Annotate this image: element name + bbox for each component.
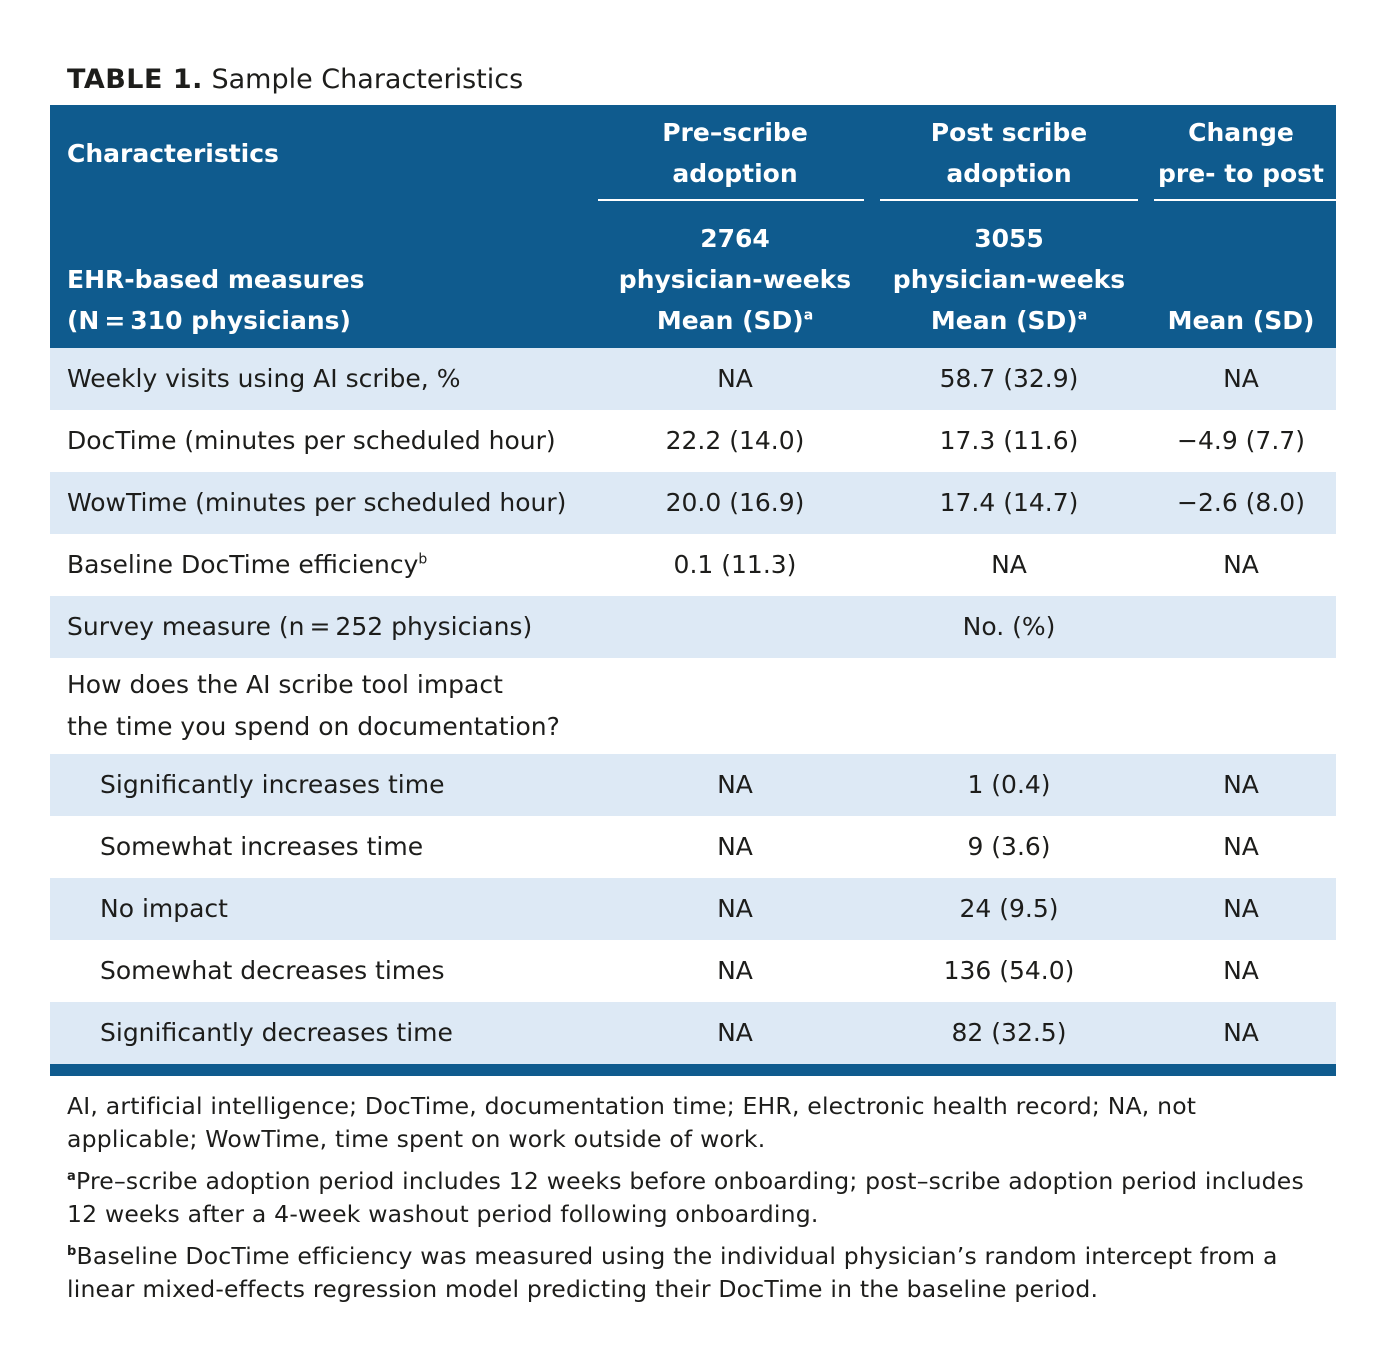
table-row <box>50 472 1336 534</box>
row-label: Somewhat decreases times <box>50 940 598 1002</box>
table-row <box>50 534 1336 596</box>
footnote-a-label: a <box>67 1169 76 1185</box>
header-pre-scribe <box>598 105 872 201</box>
header-change-stat-text: Mean (SD) <box>1167 306 1315 335</box>
footnote-a-marker: a <box>1077 307 1088 324</box>
row-label: No impact <box>50 878 598 940</box>
cell-pre: 22.2 (14.0) <box>598 410 872 472</box>
table-row <box>50 348 1336 410</box>
table-row <box>50 1002 1336 1064</box>
question-line1: How does the AI scribe tool impact <box>67 670 503 699</box>
cell-change: NA <box>1146 816 1336 878</box>
cell-pre: 20.0 (16.9) <box>598 472 872 534</box>
header-ehr-line1: EHR-based measures <box>67 265 365 294</box>
header-change-stat <box>1146 201 1336 348</box>
header-pre-line1: Pre–scribe <box>662 118 808 147</box>
cell-change: NA <box>1146 878 1336 940</box>
row-label-text: Baseline DocTime efficiency <box>67 550 419 579</box>
row-label: DocTime (minutes per scheduled hour) <box>50 410 598 472</box>
cell-change <box>1146 596 1336 658</box>
cell-pre: NA <box>598 816 872 878</box>
cell-post: 136 (54.0) <box>872 940 1146 1002</box>
header-post-weeks-unit: physician-weeks <box>892 265 1126 294</box>
table-row <box>50 940 1336 1002</box>
cell-post: 58.7 (32.9) <box>872 348 1146 410</box>
cell-change: NA <box>1146 754 1336 816</box>
cell-post: No. (%) <box>872 596 1146 658</box>
header-post-stat-text: Mean (SD) <box>930 306 1078 335</box>
header-change-line2: pre- to post <box>1158 159 1324 188</box>
cell-pre: NA <box>598 1002 872 1064</box>
survey-question-row <box>50 658 1336 754</box>
header-post-scribe <box>872 105 1146 201</box>
sample-characteristics-table <box>50 105 1336 1064</box>
cell-change: NA <box>1146 1002 1336 1064</box>
footnote-b-marker: b <box>418 551 428 568</box>
header-pre-line2: adoption <box>672 159 798 188</box>
question-label <box>50 658 598 754</box>
cell-post: 24 (9.5) <box>872 878 1146 940</box>
question-line2: the time you spend on documentation? <box>67 712 560 741</box>
footnote-b-label: b <box>67 1244 77 1260</box>
cell-change: NA <box>1146 534 1336 596</box>
footnote-a-marker: a <box>803 307 814 324</box>
footnote-a <box>67 1165 1327 1231</box>
cell-pre: 0.1 (11.3) <box>598 534 872 596</box>
row-label: Weekly visits using AI scribe, % <box>50 348 598 410</box>
footnote-b-text: Baseline DocTime efficiency was measured using the individual physician’s random intercept from a linear mixed-effects regression model predicting their DocTime in the baseline period. <box>67 1242 1278 1303</box>
table-row <box>50 754 1336 816</box>
section-label: Survey measure (n = 252 physicians) <box>50 596 598 658</box>
cell-pre: NA <box>598 878 872 940</box>
header-characteristics <box>50 105 598 201</box>
row-label: WowTime (minutes per scheduled hour) <box>50 472 598 534</box>
header-change-line1: Change <box>1188 118 1294 147</box>
table-container <box>50 105 1336 1076</box>
header-change <box>1146 105 1336 201</box>
cell-pre: NA <box>598 754 872 816</box>
cell-change: NA <box>1146 940 1336 1002</box>
footnote-abbreviations: AI, artificial intelligence; DocTime, documentation time; EHR, electronic health record; NA, not applicable; WowTime, time spent on work outside of work. <box>67 1092 1197 1153</box>
footnote-b <box>67 1240 1327 1306</box>
header-pre-stat <box>598 300 872 341</box>
header-pre-counts <box>598 201 872 348</box>
table-header <box>50 105 1336 348</box>
header-row-2 <box>50 201 1336 348</box>
table-row <box>50 410 1336 472</box>
row-label <box>50 534 598 596</box>
table-caption <box>67 60 523 100</box>
table-footnotes <box>67 1090 1327 1315</box>
cell-post: 82 (32.5) <box>872 1002 1146 1064</box>
cell-pre <box>598 596 872 658</box>
cell-pre: NA <box>598 348 872 410</box>
table-body <box>50 348 1336 1064</box>
cell-post: 17.4 (14.7) <box>872 472 1146 534</box>
header-ehr-line2: (N = 310 physicians) <box>67 306 351 335</box>
cell-post: 17.3 (11.6) <box>872 410 1146 472</box>
cell-post: NA <box>872 534 1146 596</box>
cell-change: NA <box>1146 348 1336 410</box>
header-post-stat <box>872 300 1146 341</box>
cell-change: −4.9 (7.7) <box>1146 410 1336 472</box>
cell-post: 9 (3.6) <box>872 816 1146 878</box>
cell-pre <box>598 658 872 754</box>
cell-post: 1 (0.4) <box>872 754 1146 816</box>
survey-section-row <box>50 596 1336 658</box>
header-row-1 <box>50 105 1336 201</box>
header-pre-weeks-count: 2764 <box>700 224 770 253</box>
table-row <box>50 878 1336 940</box>
header-post-line2: adoption <box>946 159 1072 188</box>
cell-post <box>872 658 1146 754</box>
cell-pre: NA <box>598 940 872 1002</box>
footnote-a-text: Pre–scribe adoption period includes 12 weeks before onboarding; post–scribe adoption period includes 12 weeks after a 4-week washout period following onboarding. <box>67 1167 1304 1228</box>
table-title: Sample Characteristics <box>211 64 524 95</box>
header-post-counts <box>872 201 1146 348</box>
header-pre-stat-text: Mean (SD) <box>656 306 804 335</box>
table-number: TABLE 1. <box>67 64 203 95</box>
header-post-weeks-count: 3055 <box>974 224 1044 253</box>
table-bottom-rule <box>50 1064 1336 1076</box>
header-characteristics-text: Characteristics <box>67 138 279 168</box>
row-label: Significantly decreases time <box>50 1002 598 1064</box>
row-label: Somewhat increases time <box>50 816 598 878</box>
header-pre-weeks-unit: physician-weeks <box>618 265 852 294</box>
table-row <box>50 816 1336 878</box>
header-ehr-measures <box>50 201 598 348</box>
cell-change: −2.6 (8.0) <box>1146 472 1336 534</box>
cell-change <box>1146 658 1336 754</box>
row-label: Significantly increases time <box>50 754 598 816</box>
header-post-line1: Post scribe <box>930 118 1088 147</box>
